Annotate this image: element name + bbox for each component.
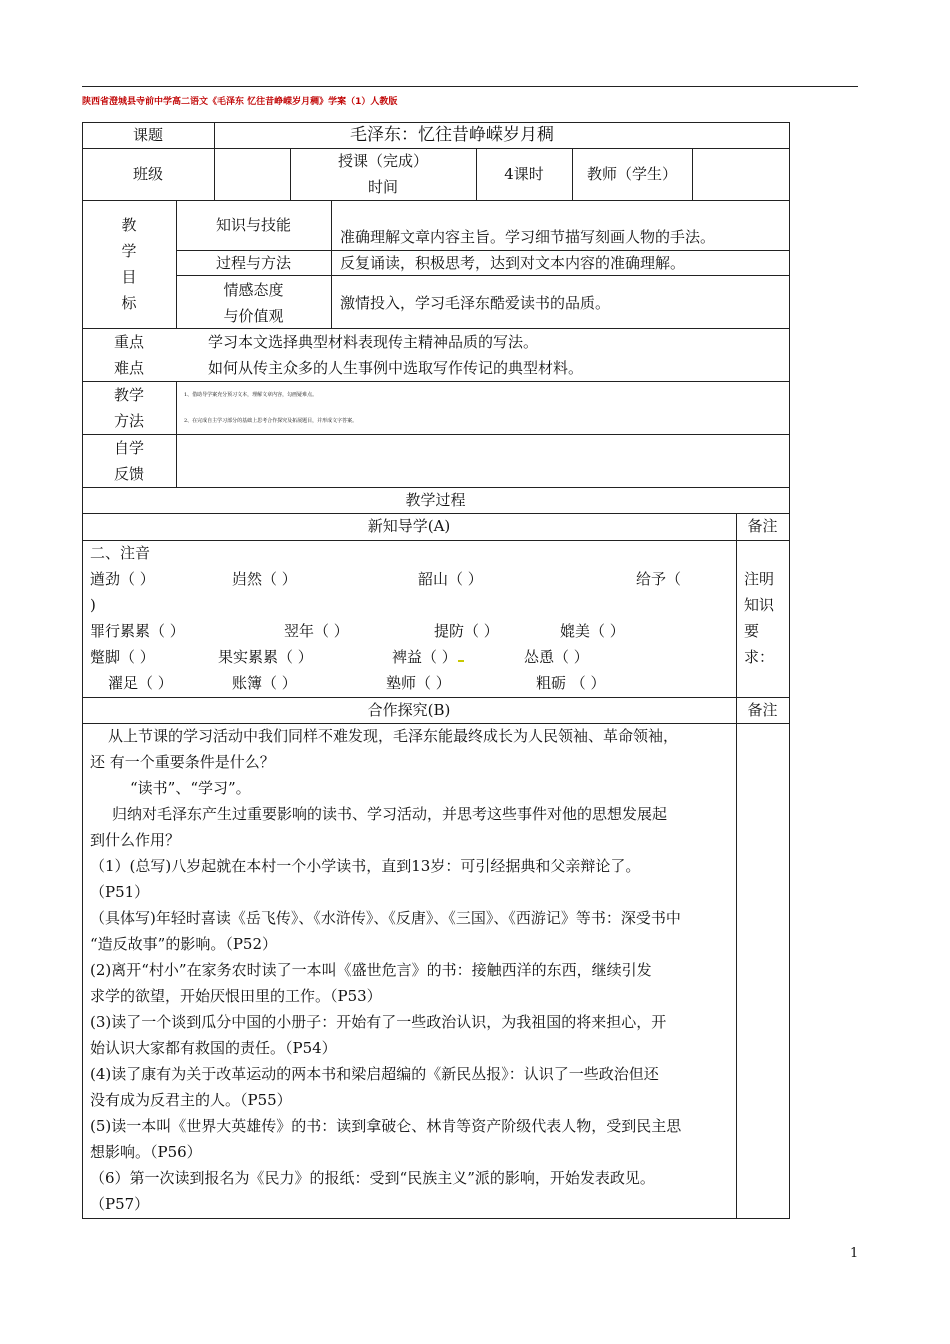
body-line: （P57） xyxy=(90,1195,150,1213)
goal-process-text: 反复诵读，积极思考，达到对文本内容的准确理解。 xyxy=(340,254,686,272)
body-line: (3)读了一个谈到瓜分中国的小册子：开始有了一些政治认识，为我祖国的将来担心，开 xyxy=(90,1013,667,1031)
goal-knowledge-text: 准确理解文章内容主旨。学习细节描写刻画人物的手法。 xyxy=(340,228,716,246)
body-line: (5)读一本叫《世界大英雄传》的书：读到拿破仑、林肯等资产阶级代表人物，受到民主思 xyxy=(90,1117,682,1135)
body-line: “造反故事”的影响。（P52） xyxy=(90,935,278,953)
pinyin-item: ) xyxy=(90,596,96,614)
pinyin-item: 媲美（ ） xyxy=(560,622,625,640)
pinyin-item: 果实累累（ ） xyxy=(218,648,313,666)
key-points-label-line-1: 重点 xyxy=(113,333,144,351)
goals-label-char: 目 xyxy=(121,268,137,286)
body-line: （P51） xyxy=(90,883,150,901)
teacher-label: 教师（学生） xyxy=(586,165,677,183)
goals-label-char: 教 xyxy=(121,216,137,234)
body-line: 归纳对毛泽东产生过重要影响的读书、学习活动，并思考这些事件对他的思想发展起 xyxy=(112,805,668,823)
methods-text xyxy=(184,382,789,434)
time-label-line-2: 时间 xyxy=(367,178,398,196)
goal-emotion-label-line-2: 与价值观 xyxy=(223,307,284,325)
section-a-remark-text xyxy=(744,566,788,670)
goal-emotion-label-line-1: 情感态度 xyxy=(223,281,284,299)
pinyin-item: 提防（ ） xyxy=(434,622,499,640)
remark-line: 求： xyxy=(744,648,775,666)
time-label xyxy=(290,148,476,200)
section-b-remark-label: 备注 xyxy=(747,701,778,719)
highlight-mark xyxy=(458,660,464,662)
header-rule xyxy=(82,86,858,87)
pinyin-item: 濯足（ ） xyxy=(108,674,173,692)
section-a-remark-label: 备注 xyxy=(747,517,778,535)
method-line: 1、借助导学案充分预习文本，理解文章内容，勾画疑难点。 xyxy=(184,392,318,398)
method-line: 2、在完成自主学习部分的基础上思考合作探究及拓展题目，并形成文字答案。 xyxy=(184,418,358,424)
time-label-line-1: 授课（完成） xyxy=(337,152,428,170)
section-b-title: 合作探究(B) xyxy=(367,701,451,719)
goal-process-label: 过程与方法 xyxy=(215,254,291,272)
body-line: 到什么作用？ xyxy=(90,831,181,849)
body-line: 想影响。（P56） xyxy=(90,1143,202,1161)
body-line: （6）第一次读到报名为《民力》的报纸：受到“民族主义”派的影响，开始发表政见。 xyxy=(90,1169,655,1187)
goals-label-char: 标 xyxy=(121,294,137,312)
course-value: 毛泽东：忆往昔峥嵘岁月稠 xyxy=(350,125,554,145)
feedback-field xyxy=(176,434,789,487)
pinyin-item: 遒劲（ ） xyxy=(90,570,155,588)
pinyin-item: 粗砺 （ ） xyxy=(536,674,606,692)
pinyin-item: 韶山（ ） xyxy=(418,570,483,588)
body-line: （具体写)年轻时喜读《岳飞传》、《水浒传》、《反唐》、《三国》、《西游记》等书：深受书中 xyxy=(90,909,681,927)
section-a-title-text: 新知导学(A) xyxy=(367,517,451,535)
feedback-label-line-2: 反馈 xyxy=(113,465,144,483)
remark-line: 知识 xyxy=(744,596,775,614)
body-line: (4)读了康有为关于改革运动的两本书和梁启超编的《新民丛报》：认识了一些政治但还 xyxy=(90,1065,659,1083)
key-points-label xyxy=(82,329,176,381)
section-a-heading: 二、注音 xyxy=(90,544,151,562)
pinyin-item: 岿然（ ） xyxy=(232,570,297,588)
process-heading: 教学过程 xyxy=(405,491,466,509)
body-line: 从上节课的学习活动中我们同样不难发现，毛泽东能最终成长为人民领袖、革命领袖， xyxy=(108,727,679,745)
pinyin-item: 塾师（ ） xyxy=(386,674,451,692)
body-line: （1）(总写)八岁起就在本村一个小学读书，直到13岁：可引经据典和父亲辩论了。 xyxy=(90,857,641,875)
pinyin-item-text: 裨益（ ） xyxy=(392,648,457,666)
pinyin-item: 怂恿（ ） xyxy=(524,648,589,666)
remark-line: 要 xyxy=(744,622,760,640)
class-label: 班级 xyxy=(132,165,163,183)
pinyin-item: 蹩脚（ ） xyxy=(90,648,155,666)
methods-label-line-1: 教学 xyxy=(113,386,144,404)
page-number: 1 xyxy=(850,1246,859,1261)
class-value-field xyxy=(214,148,290,200)
goals-label-char: 学 xyxy=(121,242,137,260)
goal-knowledge-label: 知识与技能 xyxy=(215,216,291,234)
body-line: 还 有一个重要条件是什么？ xyxy=(90,753,275,771)
body-line: (2)离开“村小”在家务农时读了一本叫《盛世危言》的书：接触西洋的东西，继续引发 xyxy=(90,961,652,979)
goal-emotion-text: 激情投入，学习毛泽东酷爱读书的品质。 xyxy=(340,294,611,312)
key-point-line: 如何从传主众多的人生事例中选取写作传记的典型材料。 xyxy=(208,359,584,377)
section-a-title xyxy=(82,513,736,540)
pinyin-item: 给予（ xyxy=(636,570,682,588)
key-point-line: 学习本文选择典型材料表现传主精神品质的写法。 xyxy=(208,333,539,351)
goal-emotion-label xyxy=(176,277,331,329)
goals-label xyxy=(82,212,176,316)
pinyin-item: 翌年（ ） xyxy=(284,622,349,640)
pinyin-item: 罪行累累（ ） xyxy=(90,622,185,640)
pinyin-item xyxy=(392,644,464,670)
hours-value: 4课时 xyxy=(504,165,544,183)
course-label: 课题 xyxy=(132,126,163,144)
body-line: 没有成为反君主的人。（P55） xyxy=(90,1091,292,1109)
body-line: 求学的欲望，开始厌恨田里的工作。（P53） xyxy=(90,987,382,1005)
methods-label xyxy=(82,382,176,434)
feedback-label-line-1: 自学 xyxy=(113,439,144,457)
body-line: “读书”、“学习”。 xyxy=(130,779,251,797)
pinyin-item: 账簿（ ） xyxy=(232,674,297,692)
remark-line: 注明 xyxy=(744,570,775,588)
document-title: 陕西省澄城县寺前中学高二语文《毛泽东 忆往昔峥嵘岁月稠》学案（1）人教版 xyxy=(82,97,398,107)
methods-label-line-2: 方法 xyxy=(113,412,144,430)
key-points-text xyxy=(208,329,788,381)
feedback-label xyxy=(82,435,176,487)
body-line: 始认识大家都有救国的责任。（P54） xyxy=(90,1039,337,1057)
key-points-label-line-2: 难点 xyxy=(113,359,144,377)
